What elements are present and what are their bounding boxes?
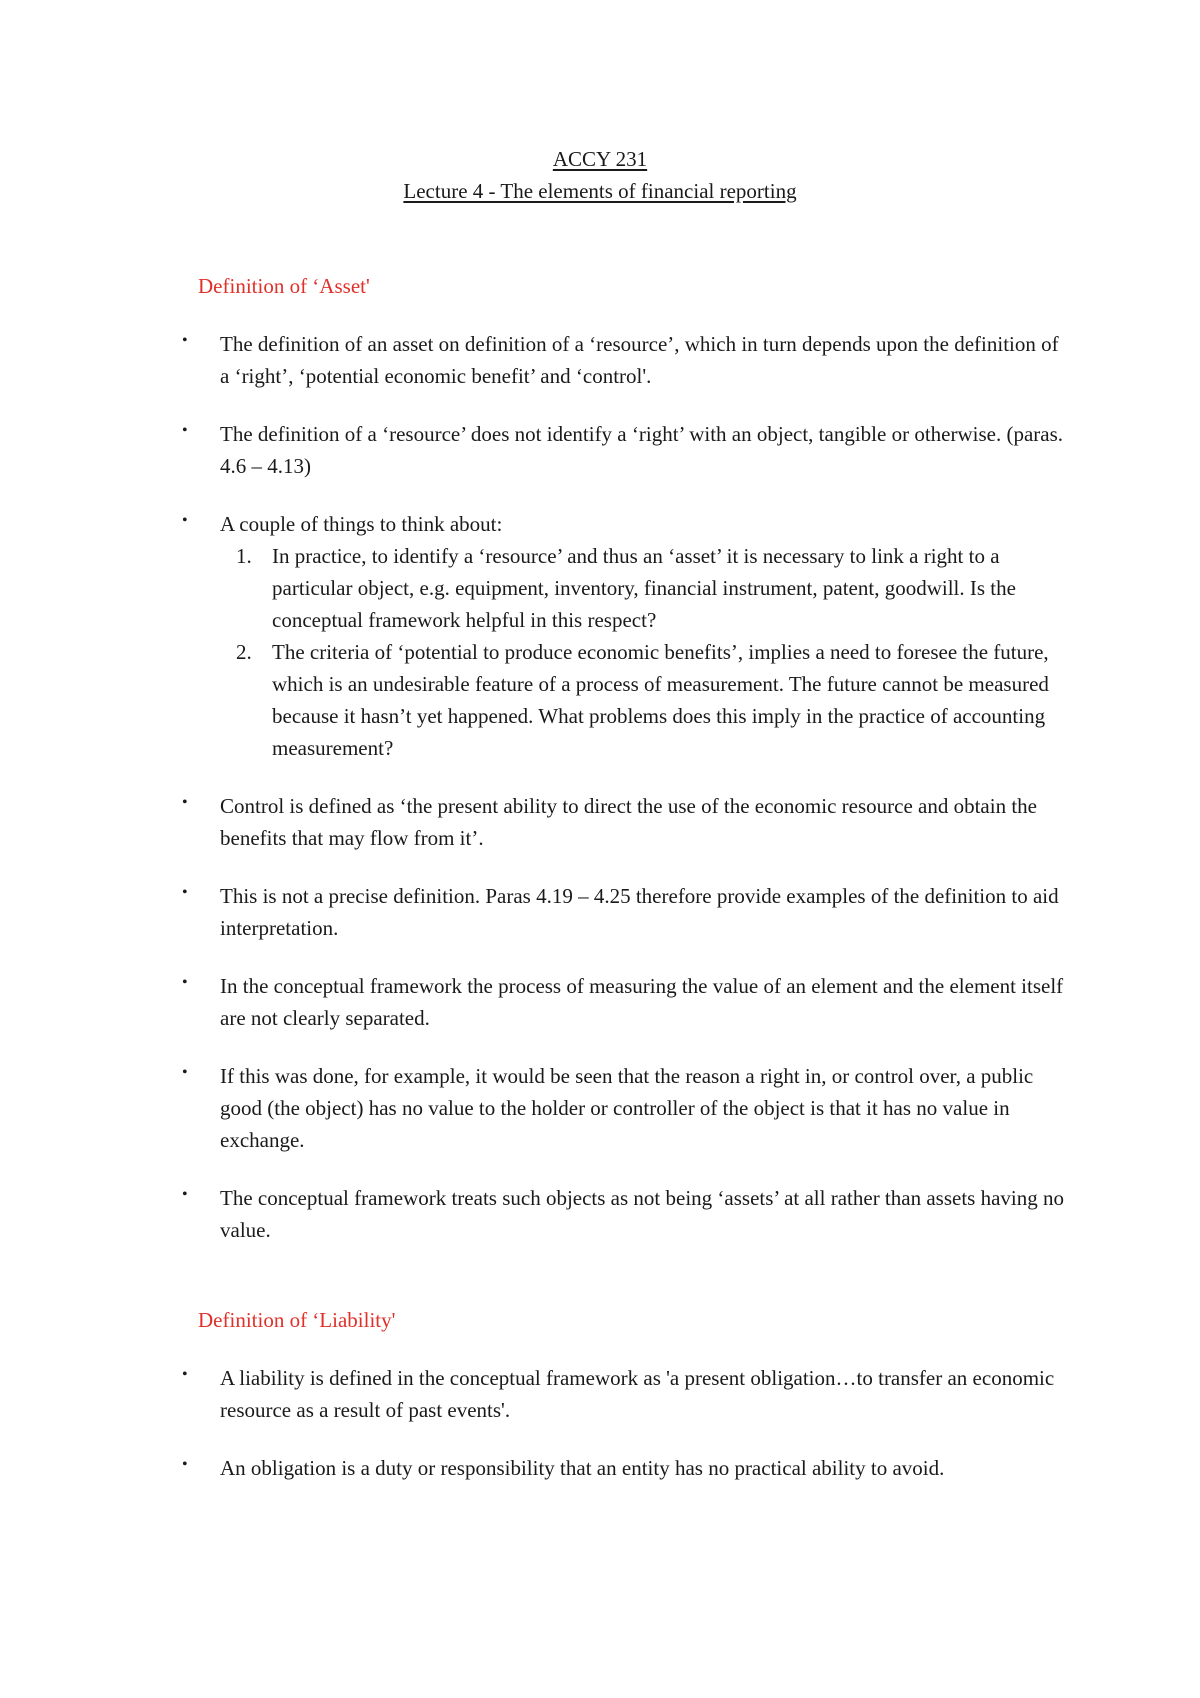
list-item <box>182 880 1070 944</box>
bullet-icon: • <box>182 1366 188 1383</box>
bullet-icon: • <box>182 512 188 529</box>
bullet-text: If this was done, for example, it would be seen that the reason a right in, or control over, a public good (the object) has no value to the holder or controller of the object is that it has no value in exchange. <box>220 1064 1034 1152</box>
sub-item-text: The criteria of ‘potential to produce economic benefits’, implies a need to foresee the future, which is an undesirable feature of a process of measurement. The future cannot be measured because it hasn’t yet happened. What problems does this imply in the practice of accounting measurement? <box>272 640 1049 760</box>
think-about-sublist <box>200 540 1070 764</box>
bullet-text: The definition of an asset on definition of a ‘resource’, which in turn depends upon the definition of a ‘right’, ‘potential economic benefit’ and ‘control'. <box>220 332 1059 388</box>
sub-item-number: 1. <box>236 544 252 568</box>
bullet-text: This is not a precise definition. Paras 4.19 – 4.25 therefore provide examples of the definition to aid interpretation. <box>220 884 1059 940</box>
bullet-icon: • <box>182 1186 188 1203</box>
asset-bullet-list <box>182 328 1070 1246</box>
bullet-icon: • <box>182 1456 188 1473</box>
bullet-text: A couple of things to think about: <box>220 512 503 536</box>
list-item <box>182 1452 1070 1484</box>
section-heading-liability: Definition of ‘Liability' <box>198 1308 396 1332</box>
section-liability <box>182 1304 1070 1484</box>
list-item <box>182 1362 1070 1426</box>
list-item <box>182 790 1070 854</box>
bullet-text: An obligation is a duty or responsibility that an entity has no practical ability to avoid. <box>220 1456 945 1480</box>
course-title: ACCY 231 <box>552 147 648 171</box>
bullet-icon: • <box>182 974 188 991</box>
bullet-icon: • <box>182 1064 188 1081</box>
bullet-icon: • <box>182 884 188 901</box>
section-heading-asset: Definition of ‘Asset' <box>198 274 370 298</box>
sub-item-text: In practice, to identify a ‘resource’ and thus an ‘asset’ it is necessary to link a right to a particular object, e.g. equipment, inventory, financial instrument, patent, goodwill. Is the conceptual framework helpful in this respect? <box>272 544 1016 632</box>
bullet-text: Control is defined as ‘the present ability to direct the use of the economic resource and obtain the benefits that may flow from it’. <box>220 794 1037 850</box>
bullet-text: A liability is defined in the conceptual framework as 'a present obligation…to transfer an economic resource as a result of past events'. <box>220 1366 1055 1422</box>
list-item <box>182 508 1070 540</box>
list-item <box>200 636 1070 764</box>
list-item <box>182 1060 1070 1156</box>
bullet-text: The conceptual framework treats such objects as not being ‘assets’ at all rather than assets having no value. <box>220 1186 1064 1242</box>
bullet-icon: • <box>182 422 188 439</box>
bullet-icon: • <box>182 332 188 349</box>
liability-bullet-list <box>182 1362 1070 1484</box>
sub-item-number: 2. <box>236 640 252 664</box>
list-item <box>182 970 1070 1034</box>
list-item <box>182 328 1070 392</box>
list-item <box>182 418 1070 482</box>
bullet-icon: • <box>182 794 188 811</box>
document-header <box>0 143 1200 207</box>
document-body <box>182 270 1070 1484</box>
list-item <box>182 1182 1070 1246</box>
bullet-text: The definition of a ‘resource’ does not identify a ‘right’ with an object, tangible or otherwise. (paras. 4.6 – 4.13) <box>220 422 1064 478</box>
section-asset <box>182 270 1070 1246</box>
list-item <box>200 540 1070 636</box>
lecture-title: Lecture 4 - The elements of financial reporting <box>403 179 797 203</box>
bullet-text: In the conceptual framework the process of measuring the value of an element and the element itself are not clearly separated. <box>220 974 1064 1030</box>
